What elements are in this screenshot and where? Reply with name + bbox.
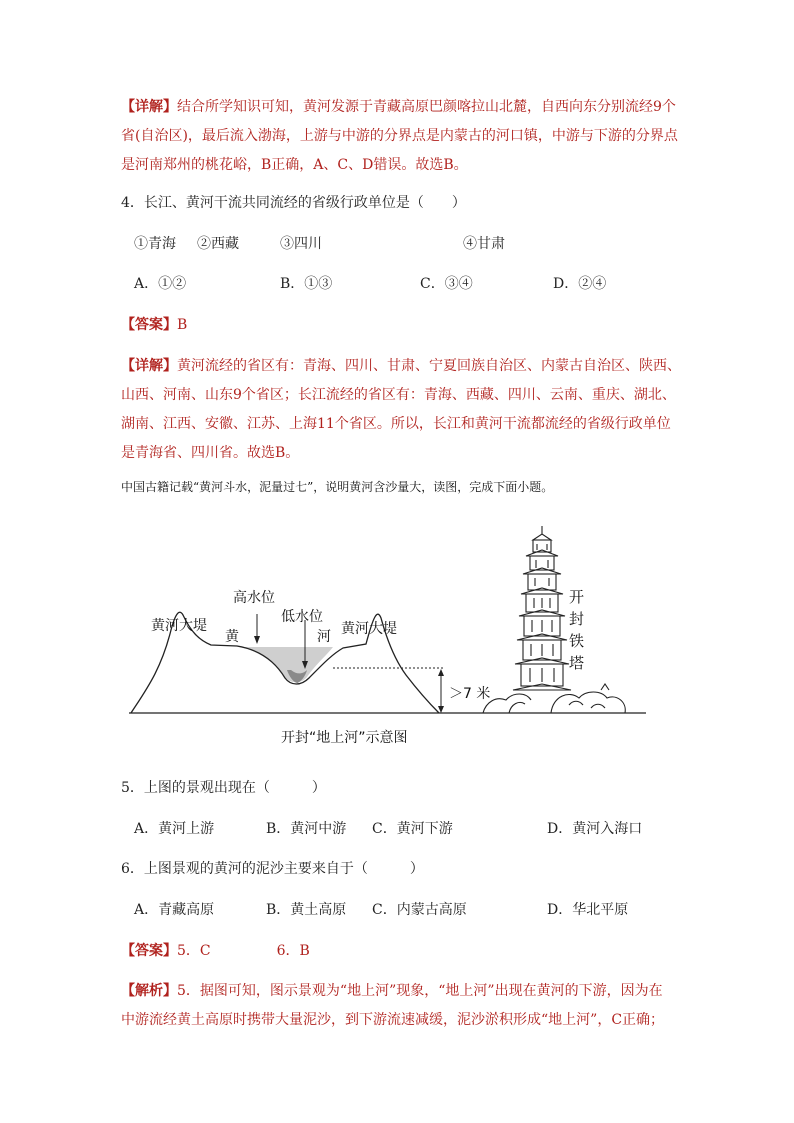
q6-option-b[interactable]: B．黄土高原 [266,902,347,918]
answer-value: B [177,317,188,333]
q4-option-d[interactable]: D．②④ [553,276,607,292]
answer-5: 5．C [177,943,211,959]
q4-item-3: ③四川 [280,236,322,252]
q5-option-a[interactable]: A．黄河上游 [134,821,215,837]
analysis-quote: “地上河” [541,1012,598,1028]
analysis-text: 5．据图可知，图示景观为 [177,983,340,999]
iron-tower-illustration [513,526,571,690]
tower-char-3: 铁 [569,632,585,650]
q4-detail-text-1: 黄河流经的省区有：青海、四川、甘肃、宁夏回族自治区、内蒙古自治区、陕西、 [177,358,681,374]
analysis-text: ，C正确； [597,1012,665,1028]
analysis-line-2 [121,1009,664,1029]
arrow-head-up [438,669,444,676]
question-4-stem: 4．长江、黄河干流共同流经的省级行政单位是（ ） [121,195,466,211]
q4-item-1: ①青海 [134,236,176,252]
answer-tag: 【答案】 [121,943,177,959]
q4-item-2: ②西藏 [197,236,239,252]
low-water-label: 低水位 [281,609,323,625]
q5-option-b[interactable]: B．黄河中游 [266,821,347,837]
tower-char-2: 封 [569,610,585,628]
river-char-1: 黄 [225,629,239,645]
q6-option-a[interactable]: A．青藏高原 [134,902,215,918]
answer-tag: 【答案】 [121,317,177,333]
raised-river-diagram [121,520,651,750]
analysis-tag: 【解析】 [121,983,177,999]
analysis-quote: “地上河” [339,983,397,999]
river-water [241,647,333,682]
q6-option-c[interactable]: C．内蒙古高原 [372,902,467,918]
answer-6: 6．B [276,943,310,959]
q4-detail-line-1 [121,355,681,375]
q6-option-d[interactable]: D．华北平原 [547,902,629,918]
q4-detail-line-3: 湖南、江西、安徽、江苏、上海11个省区。所以，长江和黄河干流都流经的省级行政单位 [121,416,671,432]
q4-detail-line-2: 山西、河南、山东9个省区；长江流经的省区有：青海、西藏、四川、云南、重庆、湖北、 [121,387,676,403]
q4-detail-line-4: 是青海省、四川省。故选B。 [121,445,300,461]
arrow-head-down [438,706,444,713]
q4-answer-line [121,314,187,334]
river-char-2: 河 [317,629,331,645]
left-dike-label: 黄河大堤 [151,618,207,634]
tower-char-4: 塔 [569,654,585,672]
right-dike-label: 黄河大堤 [341,621,397,637]
arrow-head [254,636,260,644]
analysis-text: 出现在黄河的下游，因为在 [494,983,663,999]
analysis-quote: “地上河” [438,983,495,999]
question-5-stem: 5．上图的景观出现在（ ） [121,780,326,796]
q5-option-c[interactable]: C．黄河下游 [372,821,453,837]
explanation-line-1 [121,96,676,116]
q4-option-a[interactable]: A．①② [134,276,187,292]
explanation-line-2: 省(自治区)，最后流入渤海，上游与中游的分界点是内蒙古的河口镇，中游与下游的分界点 [121,128,678,144]
analysis-text: 中游流经黄土高原时携带大量泥沙，到下游流速减缓，泥沙淤积形成 [121,1012,541,1028]
shrubs [483,684,625,713]
analysis-text: 现象， [396,983,439,999]
high-water-label: 高水位 [233,590,275,606]
analysis-line-1 [121,980,663,1000]
explanation-line-3: 是河南郑州的桃花峪，B正确，A、C、D错误。故选B。 [121,157,468,173]
detail-tag: 【详解】 [121,358,177,374]
q4-option-c[interactable]: C．③④ [420,276,473,292]
diagram-caption: 开封“地上河”示意图 [281,730,408,746]
q5-option-d[interactable]: D．黄河入海口 [547,821,643,837]
q4-item-4: ④甘肃 [463,236,505,252]
detail-tag: 【详解】 [121,99,177,115]
section-intro: 中国古籍记载“黄河斗水，泥量过七”，说明黄河含沙量大，读图，完成下面小题。 [121,480,554,494]
height-label: ＞7 米 [449,686,491,702]
answer-5-6-line [121,940,310,960]
question-6-stem: 6．上图景观的黄河的泥沙主要来自于（ ） [121,861,424,877]
diagram-kaifeng-raised-river [121,520,651,754]
q4-option-b[interactable]: B．①③ [280,276,333,292]
explanation-text-1: 结合所学知识可知，黄河发源于青藏高原巴颜喀拉山北麓，自西向东分别流经9个 [177,99,676,115]
tower-char-1: 开 [569,588,585,606]
